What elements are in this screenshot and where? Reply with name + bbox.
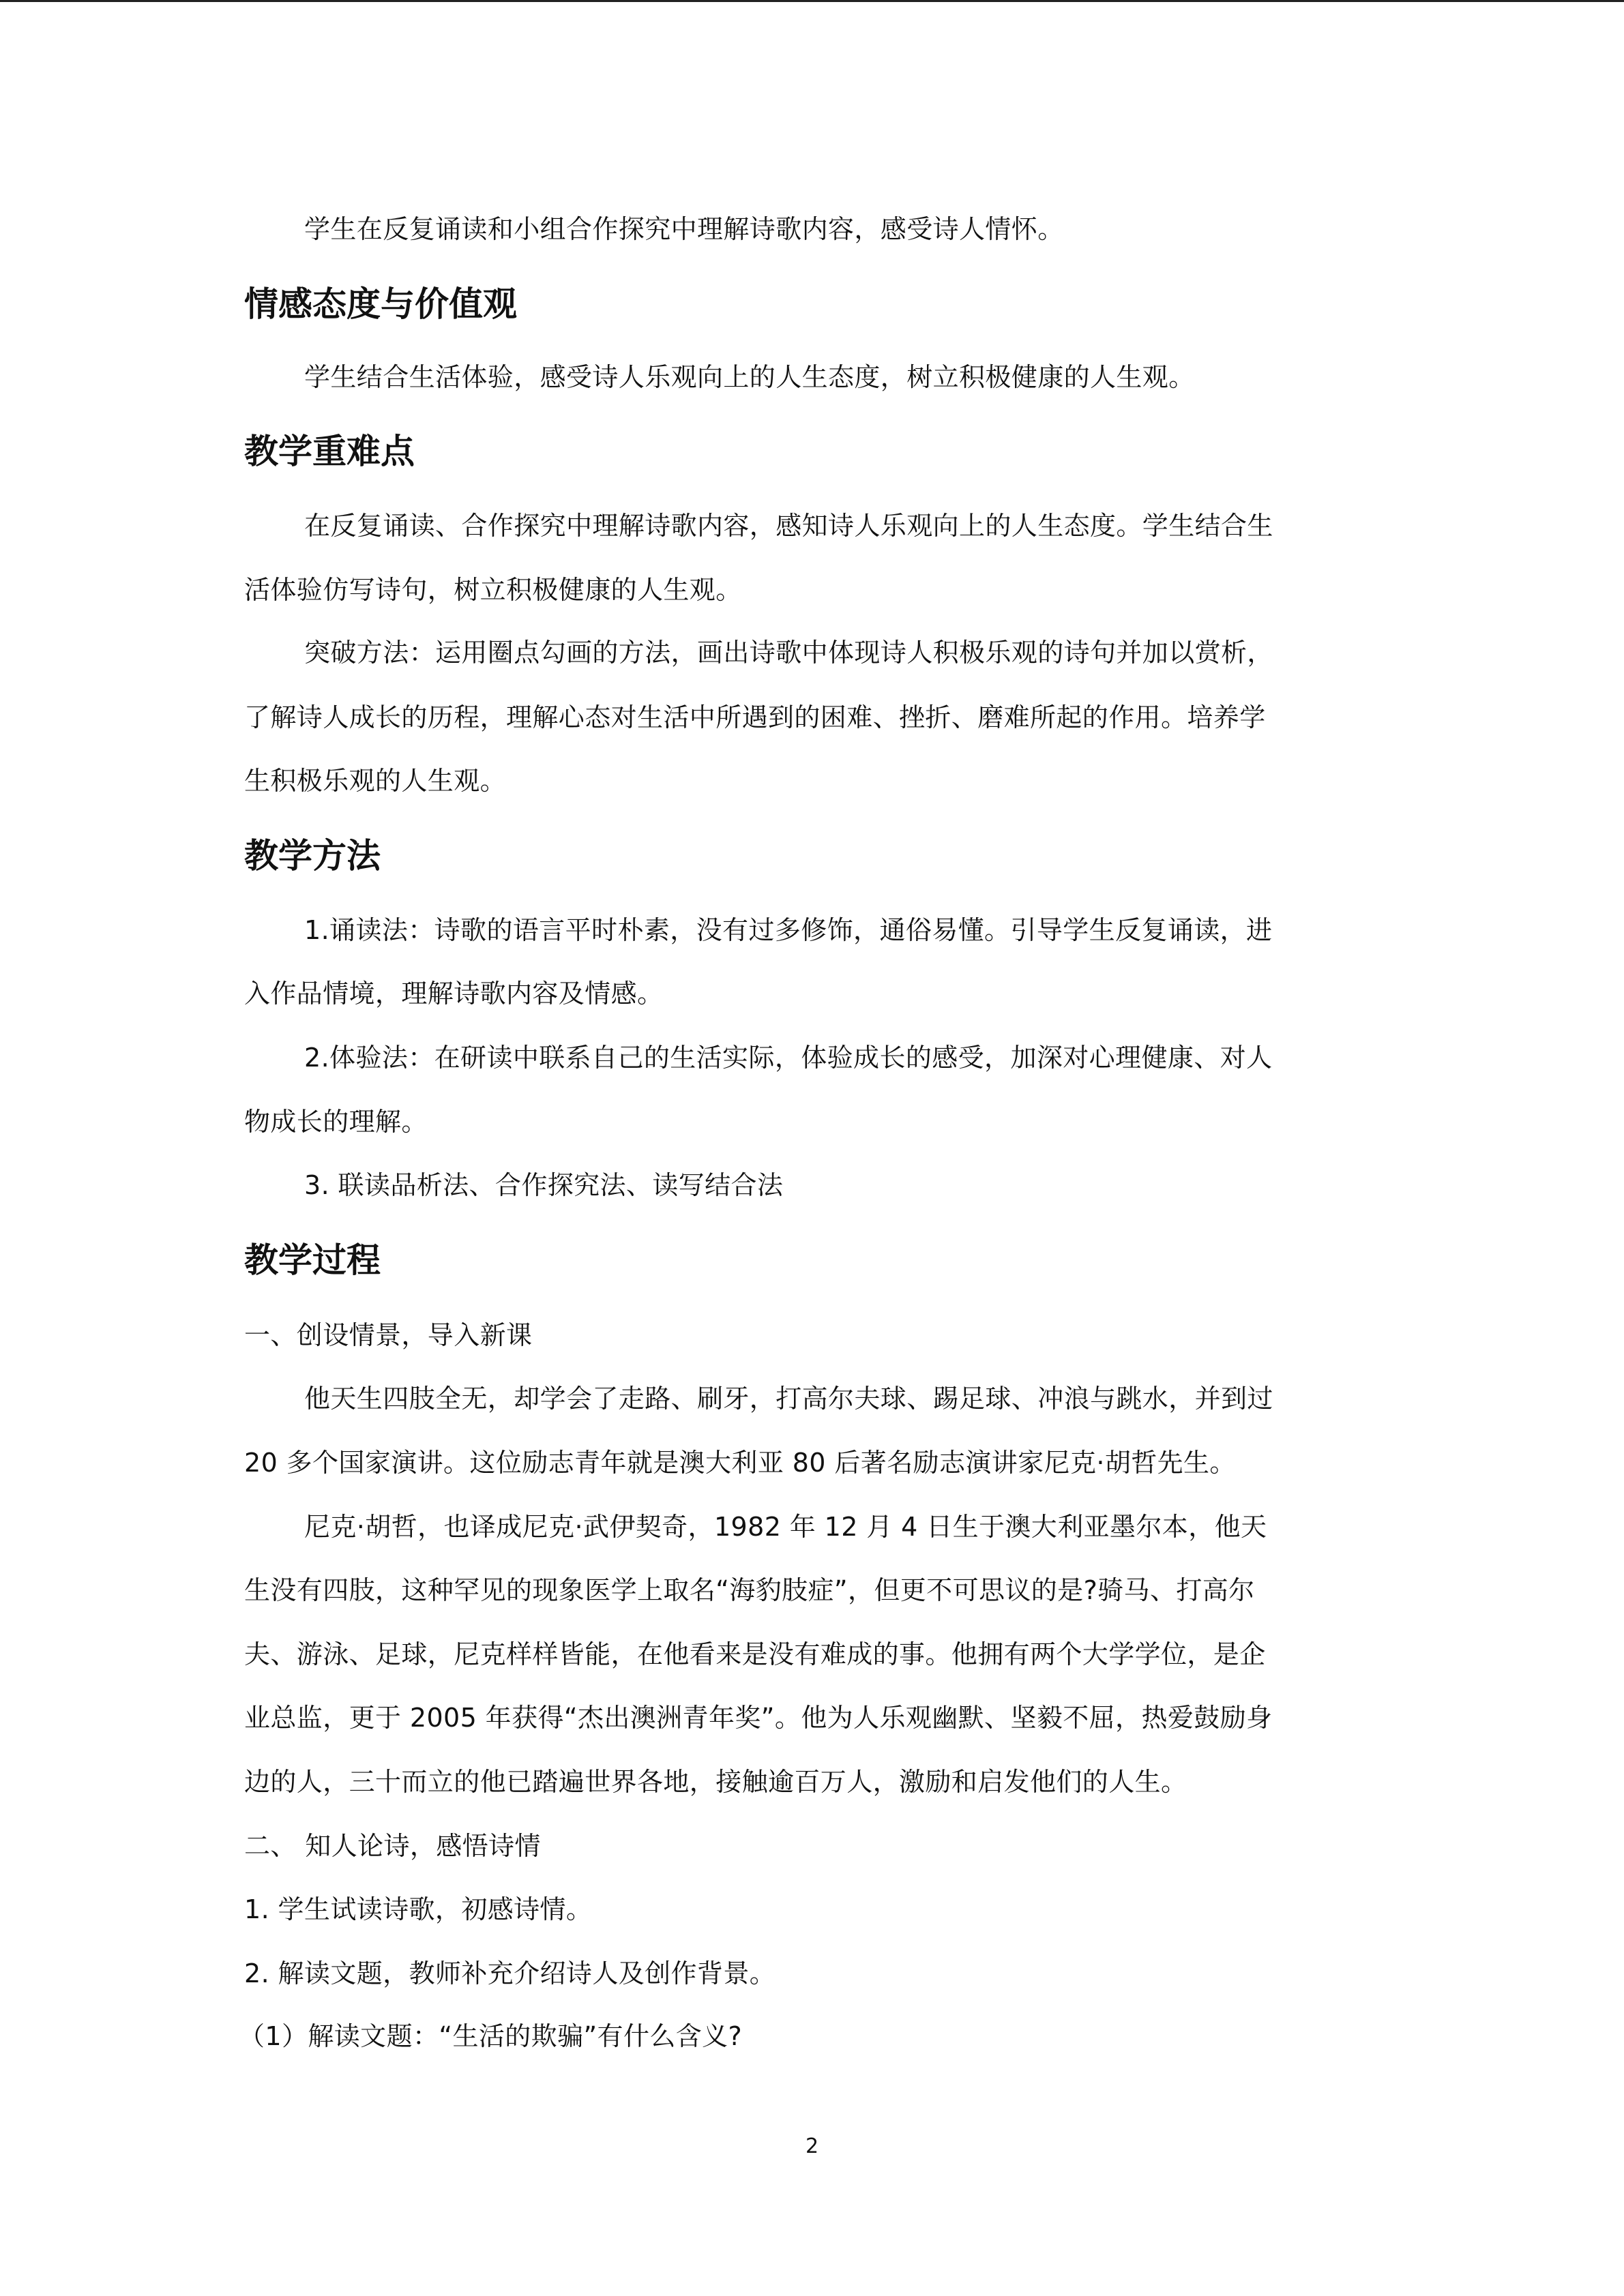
paragraph-line: 夫、游泳、足球，尼克样样皆能，在他看来是没有难成的事。他拥有两个大学学位，是企 (244, 1639, 1266, 1669)
paragraph-line: 学生结合生活体验，感受诗人乐观向上的人生态度，树立积极健康的人生观。 (304, 362, 1195, 392)
paragraph-line: 生没有四肢，这种罕见的现象医学上取名“海豹肢症”，但更不可思议的是?骑马、打高尔 (244, 1575, 1255, 1605)
paragraph-line: 学生在反复诵读和小组合作探究中理解诗歌内容，感受诗人情怀。 (304, 214, 1064, 244)
paragraph-line: 3. 联读品析法、合作探究法、读写结合法 (304, 1170, 784, 1200)
section-heading-teaching-process: 教学过程 (244, 1240, 381, 1280)
paragraph-line: 2.体验法：在研读中联系自己的生活实际，体验成长的感受，加深对心理健康、对人 (304, 1043, 1273, 1073)
paragraph-line: 业总监，更于 2005 年获得“杰出澳洲青年奖”。他为人乐观幽默、坚毅不屈，热爱鼓励身 (244, 1703, 1273, 1733)
paragraph-line: 尼克·胡哲，也译成尼克·武伊契奇，1982 年 12 月 4 日生于澳大利亚墨尔本，他天 (304, 1512, 1267, 1542)
paragraph-line: 活体验仿写诗句，树立积极健康的人生观。 (244, 575, 742, 605)
paragraph-line: 他天生四肢全无，却学会了走路、刷牙，打高尔夫球、踢足球、冲浪与跳水，并到过 (304, 1384, 1273, 1414)
list-item: （1）解读文题：“生活的欺骗”有什么含义? (239, 2021, 743, 2051)
subsection-title: 一、创设情景，导入新课 (244, 1320, 533, 1350)
paragraph-line: 入作品情境，理解诗歌内容及情感。 (244, 979, 664, 1009)
list-item: 2. 解读文题，教师补充介绍诗人及创作背景。 (244, 1958, 776, 1988)
paragraph-line: 物成长的理解。 (244, 1107, 428, 1137)
section-heading-key-difficulties: 教学重难点 (244, 432, 415, 471)
paragraph-line: 边的人，三十而立的他已踏遍世界各地，接触逾百万人，激励和启发他们的人生。 (244, 1767, 1187, 1797)
section-heading-teaching-methods: 教学方法 (244, 836, 381, 876)
page-top-border (0, 0, 1624, 2)
list-item: 1. 学生试读诗歌，初感诗情。 (244, 1894, 593, 1924)
paragraph-line: 20 多个国家演讲。这位励志青年就是澳大利亚 80 后著名励志演讲家尼克·胡哲先生。 (244, 1448, 1236, 1478)
paragraph-line: 了解诗人成长的历程，理解心态对生活中所遇到的困难、挫折、磨难所起的作用。培养学 (244, 702, 1266, 732)
section-heading-attitude-values: 情感态度与价值观 (244, 284, 517, 324)
paragraph-line: 在反复诵读、合作探究中理解诗歌内容，感知诗人乐观向上的人生态度。学生结合生 (304, 511, 1273, 541)
paragraph-line: 突破方法：运用圈点勾画的方法，画出诗歌中体现诗人积极乐观的诗句并加以赏析， (304, 638, 1273, 668)
page-number: 2 (805, 2134, 819, 2158)
paragraph-line: 1.诵读法：诗歌的语言平时朴素，没有过多修饰，通俗易懂。引导学生反复诵读，进 (304, 915, 1273, 945)
paragraph-line: 生积极乐观的人生观。 (244, 766, 507, 796)
subsection-title: 二、 知人论诗，感悟诗情 (244, 1831, 541, 1861)
